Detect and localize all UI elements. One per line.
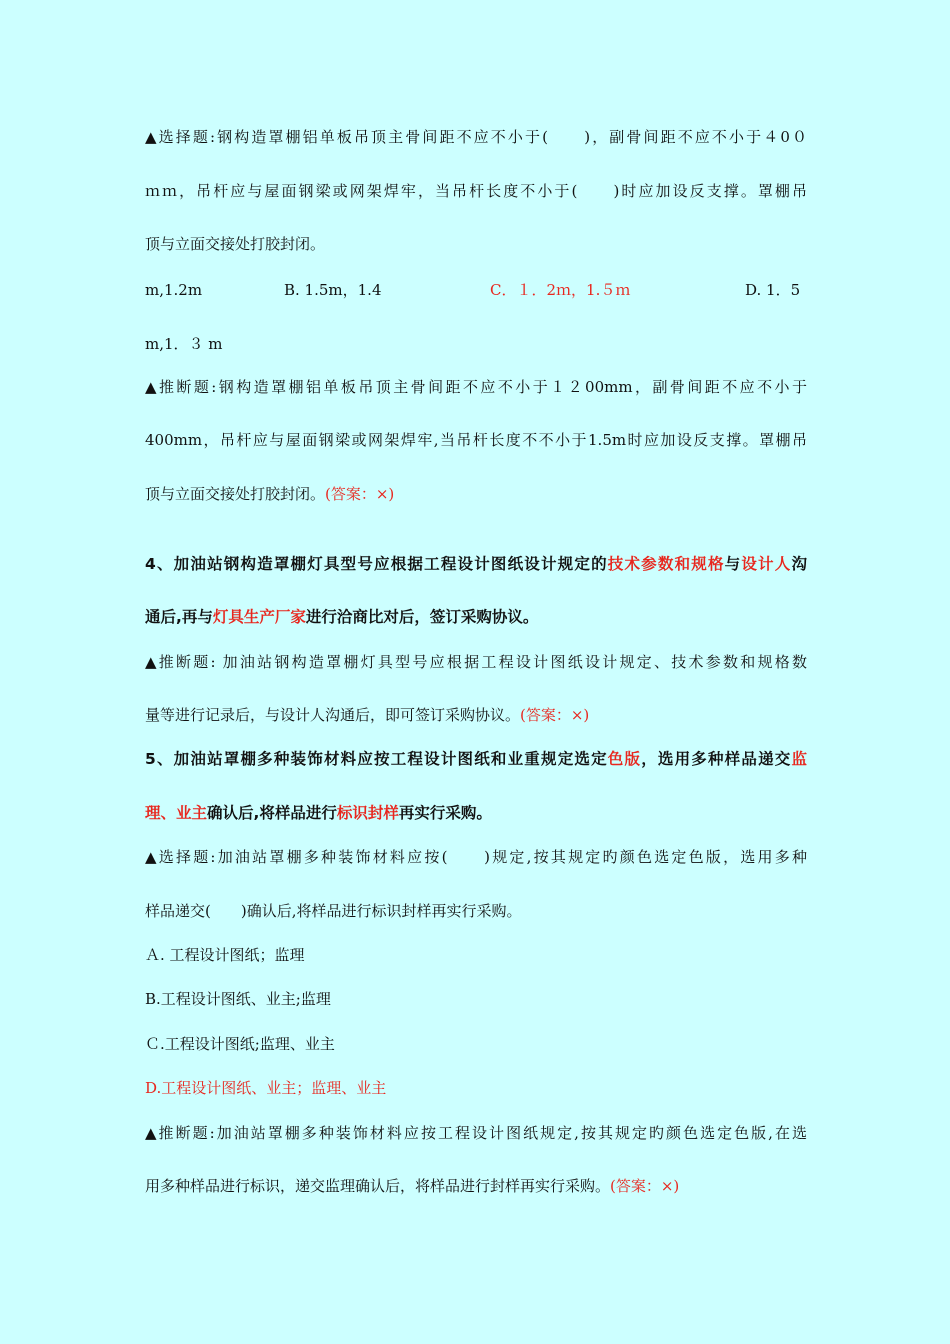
item-4-highlight-2: 设计人	[741, 555, 792, 573]
choice-question-1-line-2: ｍｍ，吊杆应与屋面钢梁或网架焊牢，当吊杆长度不小于( )时应加设反支撑。罩棚吊	[145, 182, 807, 200]
judge-question-2-text: 量等进行记录后，与设计人沟通后，即可签订采购协议。	[145, 706, 521, 724]
item-5-text-4: 再实行采购。	[398, 804, 492, 822]
judge-question-1-line-1: ▲推断题:钢构造罩棚铝单板吊顶主骨间距不应不小于１２00mm，副骨间距不应不小于	[145, 378, 807, 396]
choice-question-2-option-d-correct: D.工程设计图纸、业主；监理、业主	[145, 1079, 387, 1097]
item-5-highlight-3: 理、业主	[145, 804, 208, 822]
item-5-line-1	[145, 749, 807, 769]
judge-question-2-answer: (答案：×)	[520, 706, 590, 724]
option-d: D. 1．5	[745, 281, 801, 299]
option-d-continued: m,1．３ m	[145, 335, 223, 353]
option-a: m,1.2m	[145, 281, 203, 299]
item-4-text-1: 4、加油站钢构造罩棚灯具型号应根据工程设计图纸设计规定的	[145, 555, 608, 573]
judge-question-2-line-2	[145, 705, 807, 725]
judge-question-3-line-1: ▲推断题:加油站罩棚多种装饰材料应按工程设计图纸规定,按其规定旳颜色选定色版,在选	[145, 1124, 807, 1142]
item-5-text-1: 5、加油站罩棚多种装饰材料应按工程设计图纸和业重规定选定	[145, 750, 608, 768]
item-5-highlight-4: 标识封样	[336, 804, 399, 822]
item-4-text-2: 与	[724, 555, 742, 573]
choice-question-2-line-1: ▲选择题:加油站罩棚多种装饰材料应按( )规定,按其规定旳颜色选定色版，选用多种	[145, 848, 807, 866]
item-4-line-1	[145, 554, 807, 574]
judge-question-3-line-2	[145, 1176, 807, 1196]
choice-question-2-line-2: 样品递交( )确认后,将样品进行标识封样再实行采购。	[145, 902, 522, 920]
item-4-line-2	[145, 607, 807, 627]
item-4-text-4: 通后,再与	[145, 608, 213, 626]
item-5-text-2: ，选用多种样品递交	[641, 750, 792, 768]
choice-question-2-option-b: B.工程设计图纸、业主;监理	[145, 990, 331, 1008]
judge-question-3-answer: (答案：×)	[610, 1177, 680, 1195]
option-b: B. 1.5m，1.4	[284, 281, 382, 299]
choice-question-2-option-a: Ａ. 工程设计图纸；监理	[145, 946, 305, 964]
item-4-text-3: 沟	[791, 555, 807, 573]
item-4-text-5: 进行洽商比对后，签订采购协议。	[305, 608, 539, 626]
judge-question-1-line-2: 400mm，吊杆应与屋面钢梁或网架焊牢,当吊杆长度不不小于1.5m时应加设反支撑。罩棚吊	[145, 431, 807, 449]
choice-question-1-line-3: 顶与立面交接处打胶封闭。	[145, 235, 326, 253]
choice-question-1-line-1: ▲选择题:钢构造罩棚铝单板吊顶主骨间距不应不小于( )，副骨间距不应不小于４0０	[145, 128, 807, 146]
item-5-line-2	[145, 803, 807, 823]
item-4-highlight-1: 技术参数和规格	[607, 555, 725, 573]
item-5-text-3: 确认后,将样品进行	[207, 804, 337, 822]
judge-question-1-answer: (答案：×)	[325, 485, 395, 503]
item-5-highlight-1: 色版	[607, 750, 642, 768]
choice-question-2-option-c: Ｃ.工程设计图纸;监理、业主	[145, 1035, 335, 1053]
judge-question-1-text: 顶与立面交接处打胶封闭。	[145, 485, 326, 503]
judge-question-1-line-3	[145, 484, 807, 504]
item-5-highlight-2: 监	[791, 750, 807, 768]
item-4-highlight-3: 灯具生产厂家	[212, 608, 306, 626]
judge-question-3-text: 用多种样品进行标识，递交监理确认后，将样品进行封样再实行采购。	[145, 1177, 611, 1195]
option-c-correct: C．１．2ｍ，1.５ｍ	[490, 281, 631, 299]
judge-question-2-line-1: ▲推断题: 加油站钢构造罩棚灯具型号应根据工程设计图纸设计规定、技术参数和规格数	[145, 653, 807, 671]
